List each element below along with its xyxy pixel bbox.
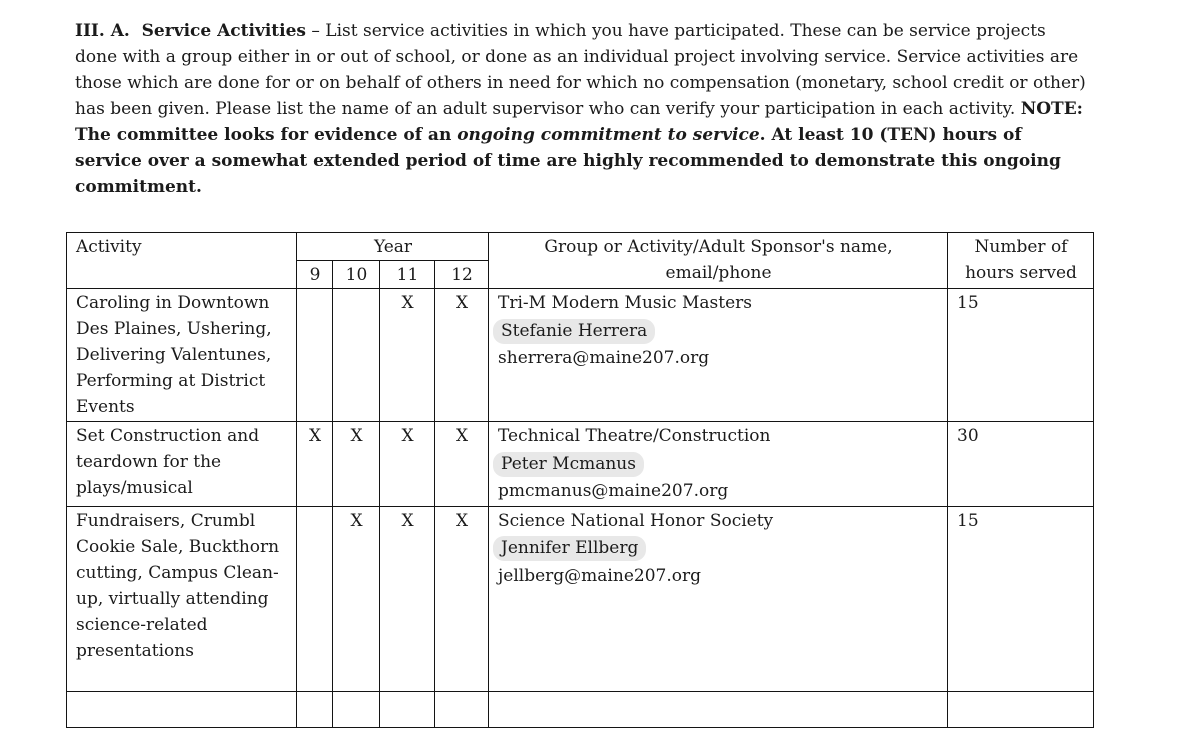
group-name: Tri-M Modern Music Masters	[498, 293, 752, 313]
instructions-paragraph	[75, 18, 1087, 200]
col-header-group-line1: Group or Activity/Adult Sponsor's name,	[544, 237, 893, 257]
col-header-year: Year	[297, 233, 489, 261]
instructions-text: – List service activities in which you have participated. These can be service projects done with a group either in or out of school, or done as an individual project involving service. Service activities are those which are done for or on behalf of others in need for which no compensation (monetary, school credit or other) has been given. Please list the name of an adult supervisor who can verify your participation in each activity.	[75, 21, 1086, 119]
year-11-mark: X	[380, 506, 435, 691]
year-11-mark: X	[380, 289, 435, 422]
note-emphasis-text: ongoing commitment to service	[457, 125, 760, 145]
year-9-mark	[297, 506, 333, 691]
group-name: Science National Honor Society	[498, 510, 774, 531]
col-header-activity: Activity	[67, 233, 297, 289]
sponsor-cell	[489, 422, 948, 507]
col-header-group-line2: email/phone	[665, 263, 772, 283]
hours-cell: 15	[948, 289, 1094, 422]
col-header-year-11: 11	[380, 261, 435, 289]
table-row	[67, 289, 1094, 422]
sponsor-email: jellberg@maine207.org	[498, 565, 701, 586]
year-11-mark: X	[380, 422, 435, 507]
col-header-hours-line2: hours served	[965, 263, 1077, 283]
activity-cell: Set Construction and teardown for the plays/musical	[67, 422, 297, 507]
sponsor-person-chip[interactable]: Jennifer Ellberg	[493, 536, 646, 561]
activity-cell	[67, 691, 297, 727]
table-row	[67, 422, 1094, 507]
col-header-hours-line1: Number of	[974, 237, 1068, 257]
year-12-mark: X	[435, 422, 489, 507]
year-12-mark	[435, 691, 489, 727]
note-tail-text: . At least 10 (TEN) hours of service over a somewhat extended period of time are highly recommended to demonstrate this ongoing commitment.	[75, 125, 1061, 197]
hours-cell	[948, 691, 1094, 727]
year-9-mark	[297, 289, 333, 422]
col-header-year-10: 10	[333, 261, 380, 289]
col-header-year-9: 9	[297, 261, 333, 289]
sponsor-cell	[489, 506, 948, 691]
hours-cell: 30	[948, 422, 1094, 507]
col-header-hours	[948, 233, 1094, 289]
col-header-year-12: 12	[435, 261, 489, 289]
year-9-mark: X	[297, 422, 333, 507]
table-header-row-1	[67, 233, 1094, 261]
sponsor-person-chip[interactable]: Stefanie Herrera	[493, 319, 655, 344]
year-10-mark	[333, 691, 380, 727]
year-11-mark	[380, 691, 435, 727]
group-name: Technical Theatre/Construction	[498, 426, 771, 446]
year-12-mark: X	[435, 506, 489, 691]
note-lead-text: NOTE: The committee looks for evidence of an	[75, 99, 1083, 145]
section-title: III. A. Service Activities	[75, 21, 306, 41]
sponsor-email: pmcmanus@maine207.org	[498, 481, 729, 501]
sponsor-cell	[489, 691, 948, 727]
activity-cell: Fundraisers, Crumbl Cookie Sale, Buckthorn cutting, Campus Clean-up, virtually attending science-related presentations	[67, 506, 297, 691]
table-row-empty	[67, 691, 1094, 727]
year-10-mark: X	[333, 506, 380, 691]
year-10-mark: X	[333, 422, 380, 507]
year-9-mark	[297, 691, 333, 727]
year-12-mark: X	[435, 289, 489, 422]
activity-cell: Caroling in Downtown Des Plaines, Ushering, Delivering Valentunes, Performing at District Events	[67, 289, 297, 422]
sponsor-person-chip[interactable]: Peter Mcmanus	[493, 452, 644, 477]
sponsor-cell	[489, 289, 948, 422]
col-header-group	[489, 233, 948, 289]
service-activities-table	[66, 232, 1094, 728]
table-row	[67, 506, 1094, 691]
sponsor-email: sherrera@maine207.org	[498, 348, 710, 368]
year-10-mark	[333, 289, 380, 422]
hours-cell: 15	[948, 506, 1094, 691]
